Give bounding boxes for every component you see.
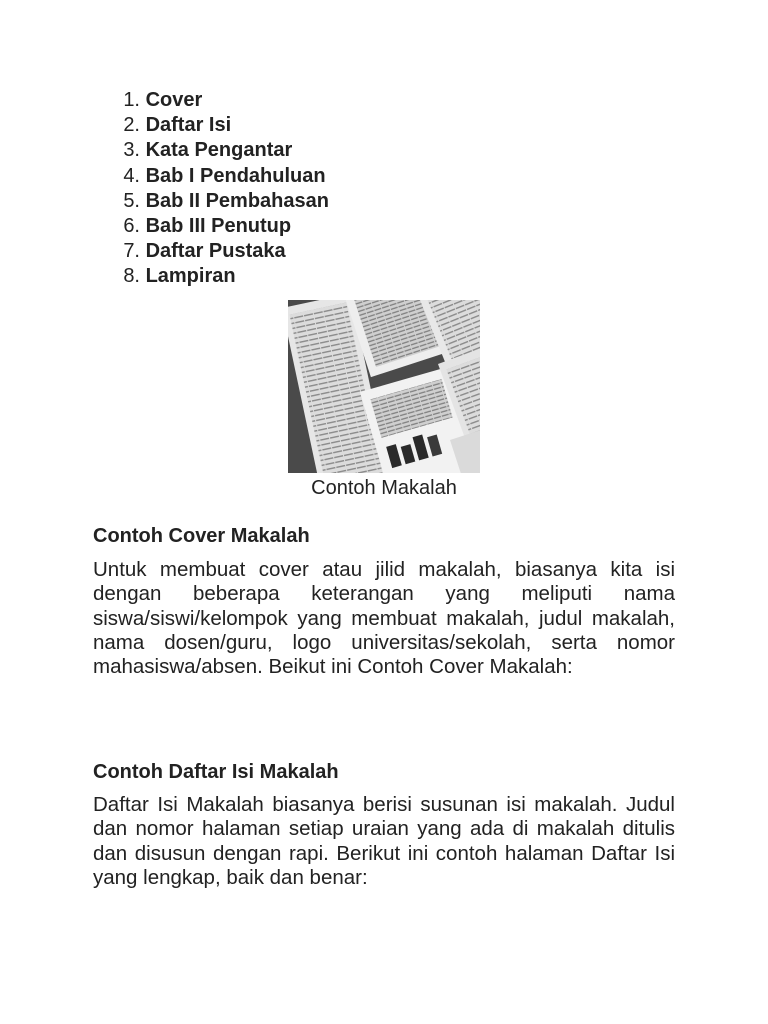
- list-number: 2.: [123, 114, 140, 137]
- list-item: [108, 113, 329, 138]
- list-number: 8.: [123, 265, 140, 288]
- list-item: [108, 164, 329, 189]
- list-item: [108, 138, 329, 163]
- figure-caption: Contoh Makalah: [311, 477, 457, 499]
- list-number: 6.: [123, 214, 140, 237]
- list-item-label: Daftar Isi: [145, 114, 232, 137]
- section-paragraph-cover: Untuk membuat cover atau jilid makalah, biasanya kita isi dengan beberapa keterangan yang meliputi nama siswa/siswi/kelompok yang membuat makalah, judul makalah, nama dosen/guru, logo universitas/sekolah, serta nomor mahasiswa/absen. Beikut ini Contoh Cover Makalah:: [93, 558, 675, 679]
- list-item-label: Kata Pengantar: [145, 139, 293, 162]
- list-item-label: Daftar Pustaka: [145, 240, 286, 263]
- list-item: [108, 88, 329, 113]
- list-item-label: Bab III Penutup: [145, 214, 292, 237]
- list-item: [108, 239, 329, 264]
- list-item-label: Cover: [145, 89, 203, 111]
- section-heading-cover: Contoh Cover Makalah: [93, 525, 310, 547]
- list-number: 7.: [123, 240, 140, 263]
- section-paragraph-daftar-isi: Daftar Isi Makalah biasanya berisi susunan isi makalah. Judul dan nomor halaman setiap uraian yang ada di makalah ditulis dan disusun dengan rapi. Berikut ini contoh halaman Daftar Isi yang lengkap, baik dan benar:: [93, 793, 675, 889]
- table-of-contents-list: [108, 88, 329, 290]
- list-item: [108, 264, 329, 289]
- list-item: [108, 214, 329, 239]
- list-item-label: Bab I Pendahuluan: [145, 164, 326, 187]
- list-number: 1.: [123, 89, 140, 111]
- list-item-label: Bab II Pembahasan: [145, 189, 329, 212]
- list-item-label: Lampiran: [145, 265, 236, 288]
- section-heading-daftar-isi: Contoh Daftar Isi Makalah: [93, 761, 339, 783]
- makalah-photo: [288, 300, 480, 473]
- list-number: 5.: [123, 189, 140, 212]
- list-number: 3.: [123, 139, 140, 162]
- list-item: [108, 189, 329, 214]
- list-number: 4.: [123, 164, 140, 187]
- scattered-papers-image: [288, 300, 480, 473]
